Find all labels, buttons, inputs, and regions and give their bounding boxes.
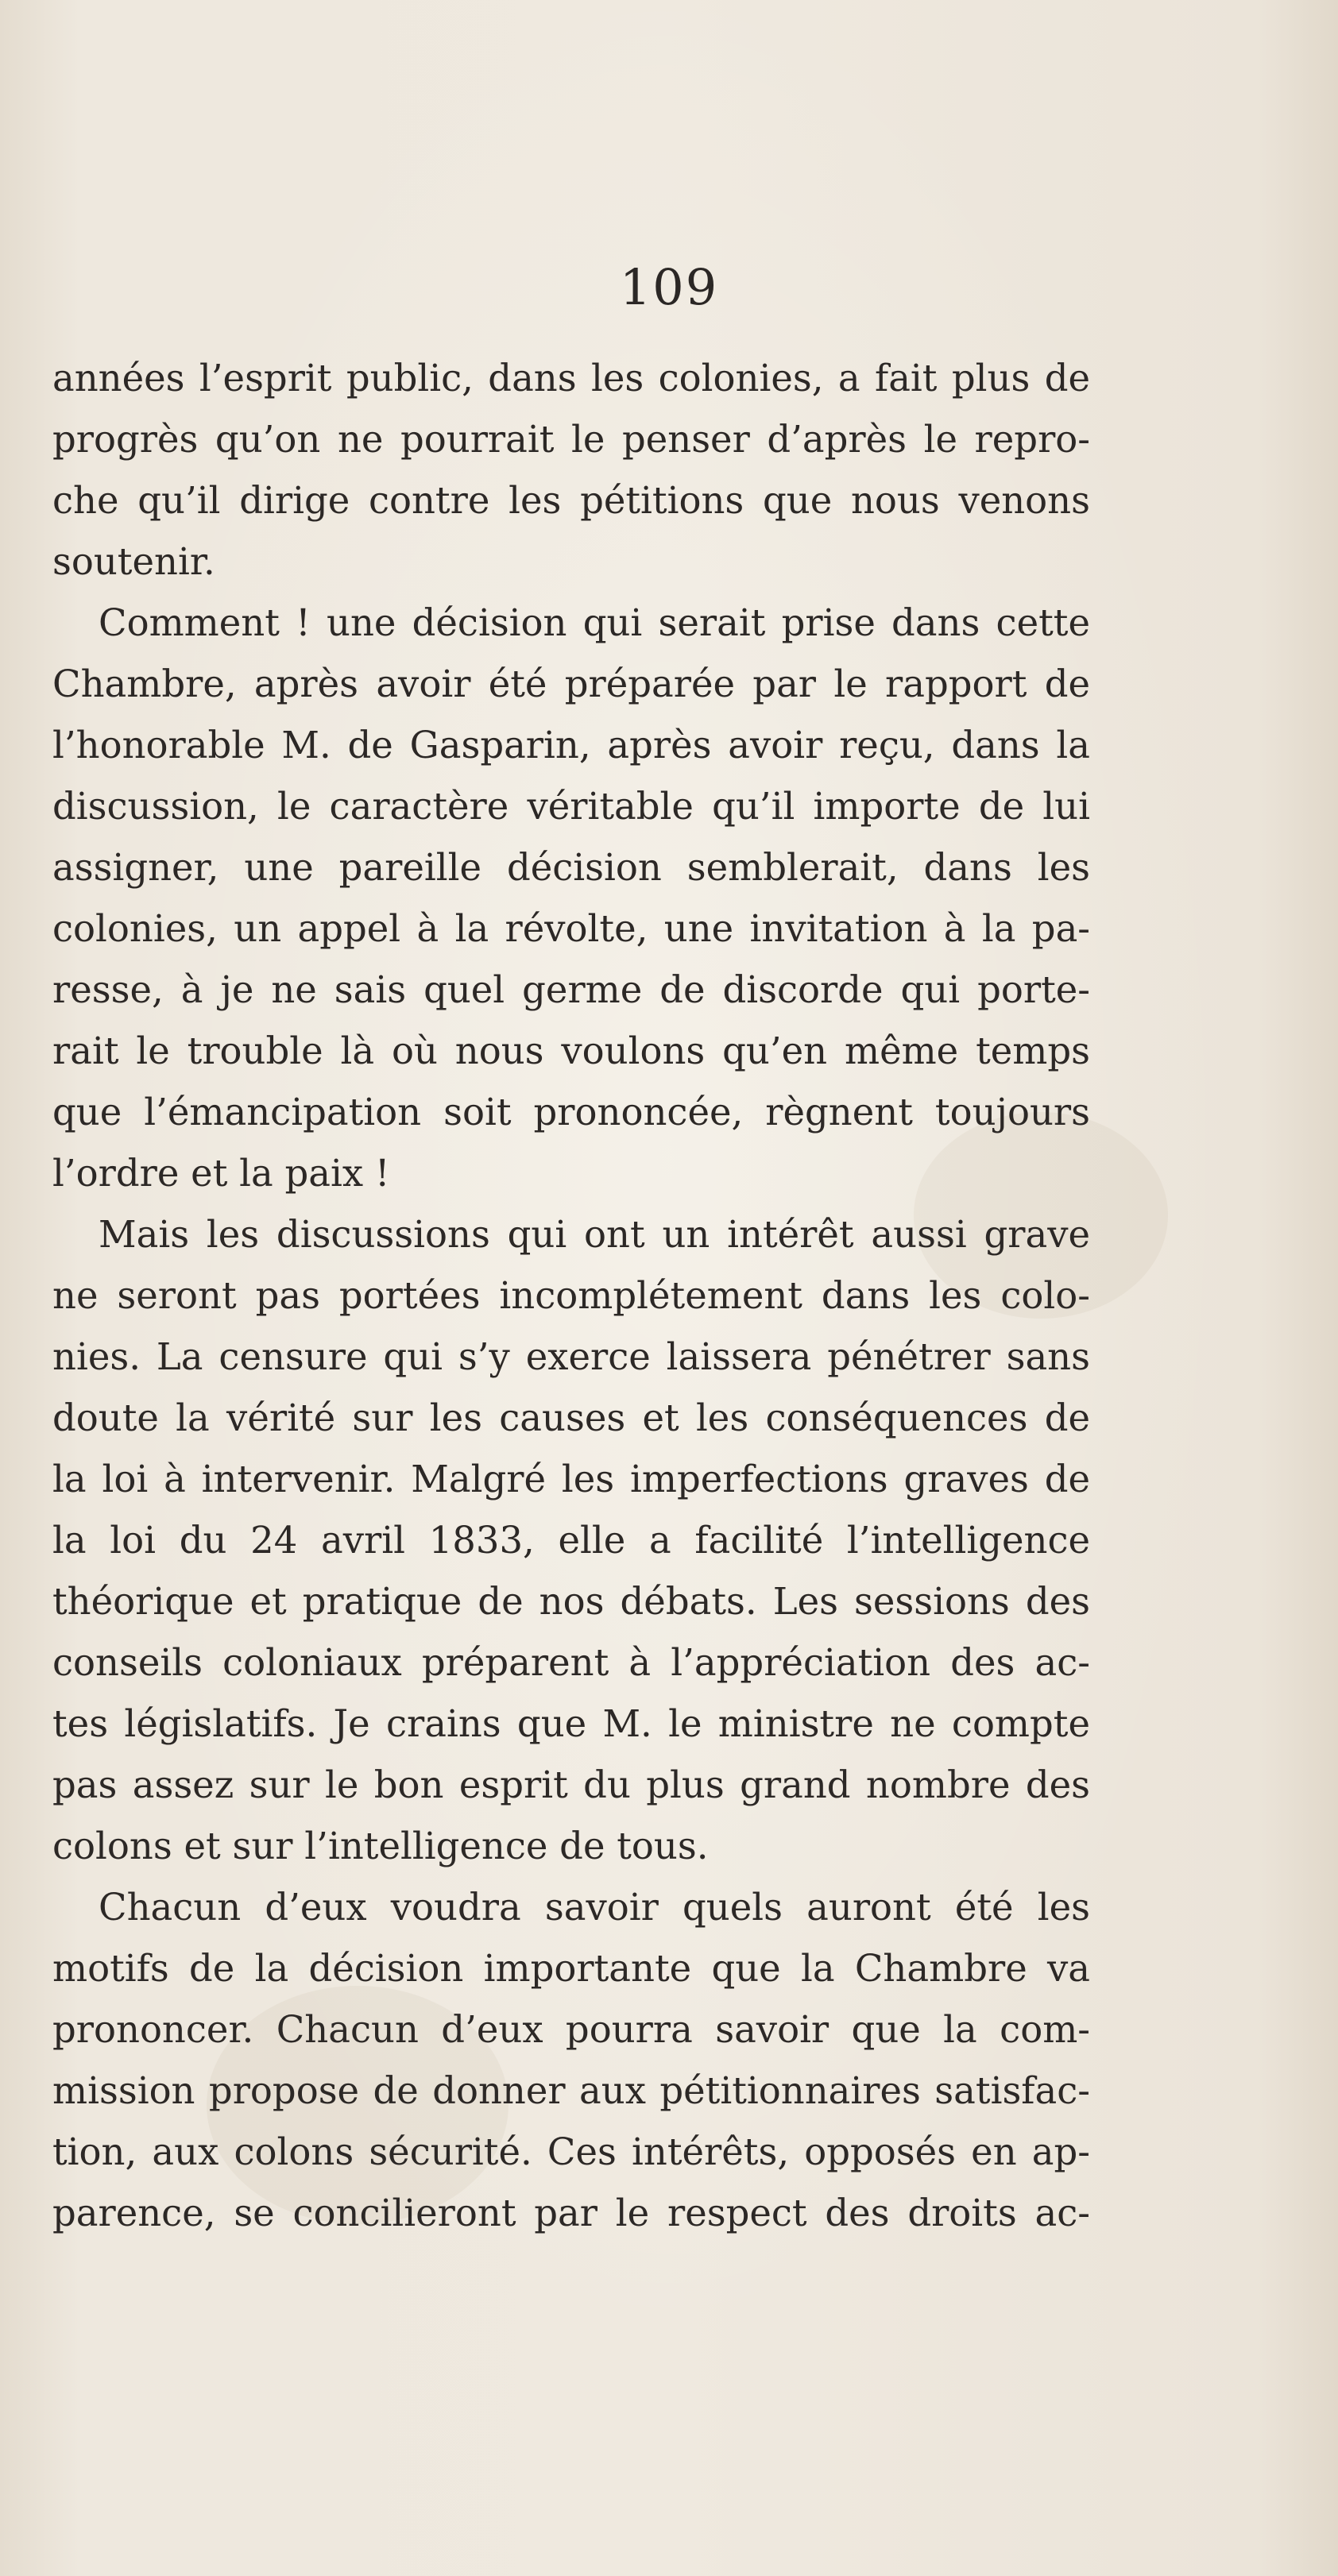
text-line: prononcer. Chacun d’eux pourra savoir que la com- — [52, 2008, 1090, 2051]
text-line: parence, se concilieront par le respect des droits ac- — [52, 2192, 1090, 2234]
text-line: soutenir. — [52, 540, 215, 583]
text-line: années l’esprit public, dans les colonies, a fait plus de — [52, 357, 1090, 400]
text-line: Chacun d’eux voudra savoir quels auront été les — [99, 1886, 1090, 1929]
text-line: colons et sur l’intelligence de tous. — [52, 1825, 709, 1867]
text-line: l’honorable M. de Gasparin, après avoir reçu, dans la — [52, 724, 1090, 767]
text-line: Chambre, après avoir été préparée par le rapport de — [52, 662, 1090, 705]
page-number: 109 — [619, 258, 719, 316]
text-line: théorique et pratique de nos débats. Les sessions des — [52, 1580, 1090, 1623]
text-line: colonies, un appel à la révolte, une invitation à la pa- — [52, 907, 1090, 950]
text-line: l’ordre et la paix ! — [52, 1152, 390, 1195]
text-line: ne seront pas portées incomplétement dans les colo- — [52, 1274, 1090, 1317]
text-line: la loi à intervenir. Malgré les imperfections graves de — [52, 1458, 1090, 1500]
text-line: Comment ! une décision qui serait prise dans cette — [99, 601, 1090, 644]
text-line: resse, à je ne sais quel germe de discorde qui porte- — [52, 968, 1090, 1011]
text-line: nies. La censure qui s’y exerce laissera pénétrer sans — [52, 1335, 1090, 1378]
text-line: pas assez sur le bon esprit du plus grand nombre des — [52, 1763, 1090, 1806]
text-line: che qu’il dirige contre les pétitions que nous venons — [52, 479, 1090, 522]
text-line: progrès qu’on ne pourrait le penser d’après le repro- — [52, 418, 1090, 461]
text-line: tes législatifs. Je crains que M. le ministre ne compte — [52, 1702, 1090, 1745]
text-line: motifs de la décision importante que la Chambre va — [52, 1947, 1090, 1990]
text-line: assigner, une pareille décision semblerait, dans les — [52, 846, 1090, 889]
text-line: conseils coloniaux préparent à l’appréciation des ac- — [52, 1641, 1090, 1684]
text-line: doute la vérité sur les causes et les conséquences de — [52, 1396, 1090, 1439]
text-line: rait le trouble là où nous voulons qu’en même temps — [52, 1029, 1090, 1072]
text-line: la loi du 24 avril 1833, elle a facilité l’intelligence — [52, 1519, 1090, 1562]
text-line: discussion, le caractère véritable qu’il importe de lui — [52, 785, 1090, 828]
text-line: que l’émancipation soit prononcée, règnent toujours — [52, 1091, 1090, 1134]
text-line: mission propose de donner aux pétitionnaires satisfac- — [52, 2069, 1090, 2112]
body-text — [52, 348, 1090, 2244]
text-line: tion, aux colons sécurité. Ces intérêts, opposés en ap- — [52, 2130, 1090, 2173]
text-line: Mais les discussions qui ont un intérêt aussi grave — [99, 1213, 1090, 1256]
